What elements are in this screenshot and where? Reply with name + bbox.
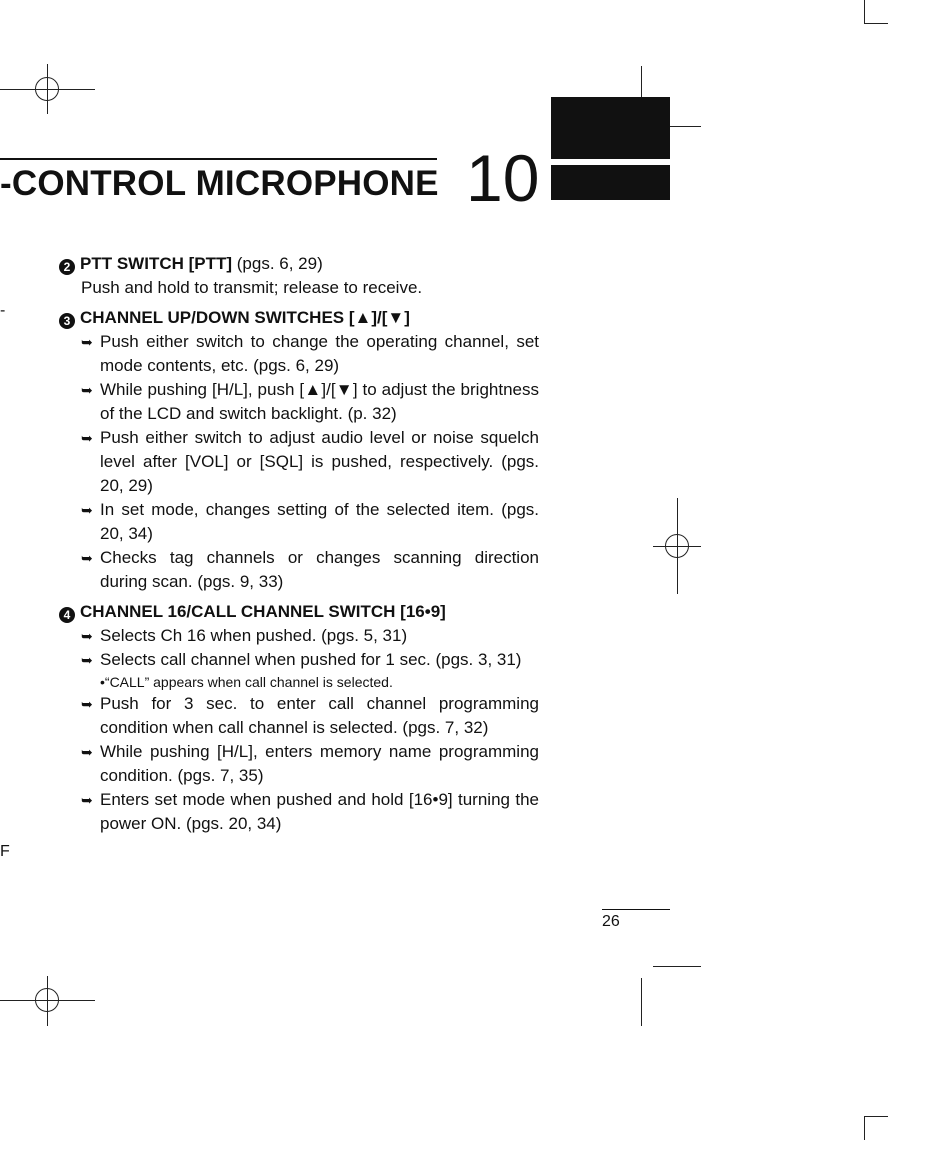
bullet-item bbox=[59, 648, 539, 672]
crop-mark bbox=[864, 23, 888, 24]
section-number-badge: 4 bbox=[59, 607, 75, 623]
section-title: CHANNEL 16/CALL CHANNEL SWITCH [16•9] bbox=[80, 602, 446, 621]
section-number-badge: 3 bbox=[59, 313, 75, 329]
bullet-note: •“CALL” appears when call channel is selected. bbox=[100, 674, 393, 690]
edge-fragment-bottom: F bbox=[0, 843, 10, 860]
arrow-bullet-icon: ➥ bbox=[81, 696, 93, 712]
bullet-item bbox=[59, 426, 539, 498]
chapter-tab-block bbox=[551, 97, 670, 159]
section-number-badge: 2 bbox=[59, 259, 75, 275]
section-description: Push and hold to transmit; release to receive. bbox=[81, 278, 423, 297]
arrow-bullet-icon: ➥ bbox=[81, 430, 93, 446]
arrow-bullet-icon: ➥ bbox=[81, 744, 93, 760]
bullet-text: In set mode, changes setting of the selected item. (pgs. 20, 34) bbox=[100, 500, 539, 543]
section-heading bbox=[59, 252, 539, 276]
section-heading bbox=[59, 600, 539, 624]
bullet-text: Push either switch to change the operating channel, set mode contents, etc. (pgs. 6, 29) bbox=[100, 332, 539, 375]
bullet-text: While pushing [H/L], enters memory name programming condition. (pgs. 7, 35) bbox=[100, 742, 539, 785]
crop-mark bbox=[864, 1116, 865, 1140]
header-rule bbox=[0, 158, 437, 160]
chapter-tab-block bbox=[551, 165, 670, 200]
bullet-text: While pushing [H/L], push [▲]/[▼] to adjust the brightness of the LCD and switch backlight. (p. 32) bbox=[100, 380, 539, 423]
bullet-text: Checks tag channels or changes scanning direction during scan. (pgs. 9, 33) bbox=[100, 548, 539, 591]
arrow-bullet-icon: ➥ bbox=[81, 792, 93, 808]
page-number: 26 bbox=[602, 913, 620, 930]
crop-mark bbox=[864, 1116, 888, 1117]
arrow-bullet-icon: ➥ bbox=[81, 628, 93, 644]
bullet-item bbox=[59, 692, 539, 740]
bullet-item bbox=[59, 624, 539, 648]
arrow-bullet-icon: ➥ bbox=[81, 550, 93, 566]
arrow-bullet-icon: ➥ bbox=[81, 652, 93, 668]
section-ptt bbox=[59, 252, 539, 300]
bullet-item bbox=[59, 498, 539, 546]
section-channel-16-call bbox=[59, 600, 539, 836]
bullet-text: Push either switch to adjust audio level or noise squelch level after [VOL] or [SQL] is pushed, respectively. (pgs. 20, 29) bbox=[100, 428, 539, 495]
edge-fragment-top: - bbox=[0, 302, 6, 319]
bullet-text: Enters set mode when pushed and hold [16•9] turning the power ON. (pgs. 20, 34) bbox=[100, 790, 539, 833]
chapter-number: 10 bbox=[466, 141, 540, 215]
bullet-item bbox=[59, 330, 539, 378]
arrow-bullet-icon: ➥ bbox=[81, 334, 93, 350]
crop-mark bbox=[864, 0, 865, 24]
bullet-text: Selects call channel when pushed for 1 sec. (pgs. 3, 31) bbox=[100, 650, 522, 669]
page-number-rule bbox=[602, 909, 670, 910]
bullet-text: Selects Ch 16 when pushed. (pgs. 5, 31) bbox=[100, 626, 408, 645]
section-title: PTT SWITCH [PTT] bbox=[80, 254, 233, 273]
main-content bbox=[59, 252, 539, 836]
arrow-bullet-icon: ➥ bbox=[81, 382, 93, 398]
section-channel-up-down bbox=[59, 306, 539, 594]
bullet-item bbox=[59, 788, 539, 836]
arrow-bullet-icon: ➥ bbox=[81, 502, 93, 518]
bullet-item bbox=[59, 546, 539, 594]
page-title: -CONTROL MICROPHONE bbox=[0, 164, 439, 203]
section-title: CHANNEL UP/DOWN SWITCHES [▲]/[▼] bbox=[80, 308, 410, 327]
bullet-text: Push for 3 sec. to enter call channel programming condition when call channel is selected. (pgs. 7, 32) bbox=[100, 694, 539, 737]
section-heading bbox=[59, 306, 539, 330]
bullet-item bbox=[59, 740, 539, 788]
section-page-ref: (pgs. 6, 29) bbox=[232, 254, 323, 273]
bullet-item bbox=[59, 378, 539, 426]
